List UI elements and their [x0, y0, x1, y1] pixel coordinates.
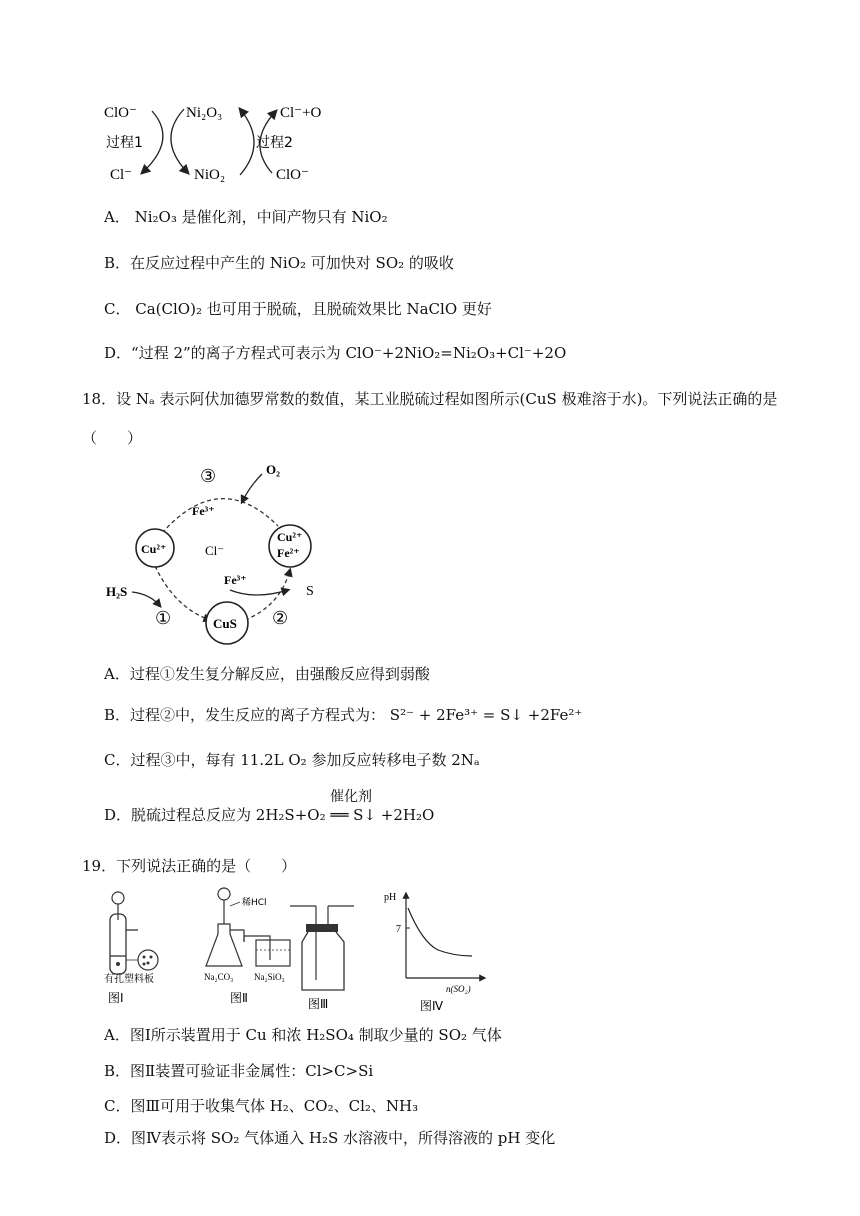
q17-option-a: A． Ni₂O₃ 是催化剂，中间产物只有 NiO₂: [104, 208, 388, 226]
figure-1-note: 有孔塑料板: [104, 974, 154, 985]
q19-option-d: D．图Ⅳ表示将 SO₂ 气体通入 H₂S 水溶液中，所得溶液的 pH 变化: [104, 1129, 556, 1147]
q18-paren: （ ）: [82, 429, 143, 447]
process1-label: 过程1: [106, 135, 143, 151]
figure-3-gas-bottle: [288, 900, 358, 1016]
process2-arc-left: [240, 109, 254, 175]
figure-2-na2sio3: Na₂SiO₃: [254, 972, 285, 982]
s-label: S: [306, 584, 314, 599]
q18-stem: 18．设 Nₐ 表示阿伏加德罗常数的数值，某工业脱硫过程如图所示(CuS 极难溶于水)。下列说法正确的是: [82, 390, 778, 408]
q18-option-a: A．过程①发生复分解反应，由强酸反应得到弱酸: [104, 665, 430, 683]
step2-label: ②: [272, 608, 289, 628]
figure-2-na2co3: Na₂CO₃: [204, 972, 234, 982]
q17-option-d: D．“过程 2”的离子方程式可表示为 ClO⁻+2NiO₂=Ni₂O₃+Cl⁻+2O: [104, 344, 567, 362]
clo-top-label: ClO⁻: [104, 105, 137, 121]
figure-2-label: 图Ⅱ: [230, 991, 248, 1005]
step3-label: ③: [200, 466, 217, 486]
desulfurization-cycle-diagram: [100, 458, 330, 648]
cl-bottom-label: Cl⁻: [110, 167, 133, 183]
figure-4-label: 图Ⅳ: [420, 999, 444, 1012]
q19-option-c: C．图Ⅲ可用于收集气体 H₂、CO₂、Cl₂、NH₃: [104, 1097, 419, 1115]
q18-option-d-catalyst: 催化剂: [330, 789, 372, 805]
clo-bottom-label: ClO⁻: [276, 167, 309, 183]
q18-option-d: D．脱硫过程总反应为 2H₂S+O₂ ══ S↓ +2H₂O: [104, 806, 435, 824]
cus-label: CuS: [213, 616, 237, 631]
cl-plus-o-label: Cl⁻+O: [280, 105, 322, 121]
process2-label: 过程2: [256, 135, 293, 151]
cl-label: Cl⁻: [205, 543, 225, 558]
figure-2-hcl: 稀HCl: [242, 898, 267, 908]
figure-4-ylabel: pH: [384, 892, 397, 903]
ni2o3-label: Ni₂O₃: [186, 105, 223, 121]
figure-3-label: 图Ⅲ: [308, 997, 329, 1011]
fe3-top-label: Fe³⁺: [192, 504, 215, 518]
q19-option-a: A．图Ⅰ所示装置用于 Cu 和浓 H₂SO₄ 制取少量的 SO₂ 气体: [104, 1026, 502, 1044]
q18-option-c: C．过程③中，每有 11.2L O₂ 参加反应转移电子数 2Nₐ: [104, 751, 480, 769]
o2-arrow: [242, 474, 262, 502]
cu2-left-label: Cu²⁺: [141, 542, 167, 556]
cycle-top-arc: [162, 499, 278, 533]
figure-1-apparatus: [96, 890, 196, 1010]
nio2-label: NiO₂: [194, 167, 226, 183]
step1-label: ①: [155, 608, 172, 628]
fe3-mid-label: Fe³⁺: [224, 573, 247, 587]
nickel-cycle-diagram: [100, 95, 340, 190]
cu2-right-label: Cu²⁺: [277, 530, 303, 544]
q18-option-b: B．过程②中，发生反应的离子方程式为： S²⁻ + 2Fe³⁺ = S↓ +2Fe²⁺: [104, 706, 583, 724]
figure-4-ph-graph: [380, 886, 490, 1012]
figure-2-apparatus: [200, 884, 300, 1010]
fe2-right-label: Fe²⁺: [277, 546, 300, 560]
h2s-label: H₂S: [106, 584, 128, 599]
process1-arc-left: [142, 111, 163, 173]
figure-1-label: 图Ⅰ: [108, 991, 124, 1005]
q17-option-c: C． Ca(ClO)₂ 也可用于脱硫，且脱硫效果比 NaClO 更好: [104, 300, 492, 318]
q17-option-b: B．在反应过程中产生的 NiO₂ 可加快对 SO₂ 的吸收: [104, 254, 454, 272]
figure-4-ph-curve: [408, 908, 472, 956]
o2-label: O₂: [266, 462, 281, 477]
figure-4-xlabel: n(SO₂): [446, 984, 471, 994]
figure-4-seven: 7: [396, 924, 401, 935]
h2s-arrow: [132, 592, 160, 606]
q19-stem: 19．下列说法正确的是（ ）: [82, 857, 297, 875]
q19-option-b: B．图Ⅱ装置可验证非金属性：Cl>C>Si: [104, 1062, 374, 1080]
